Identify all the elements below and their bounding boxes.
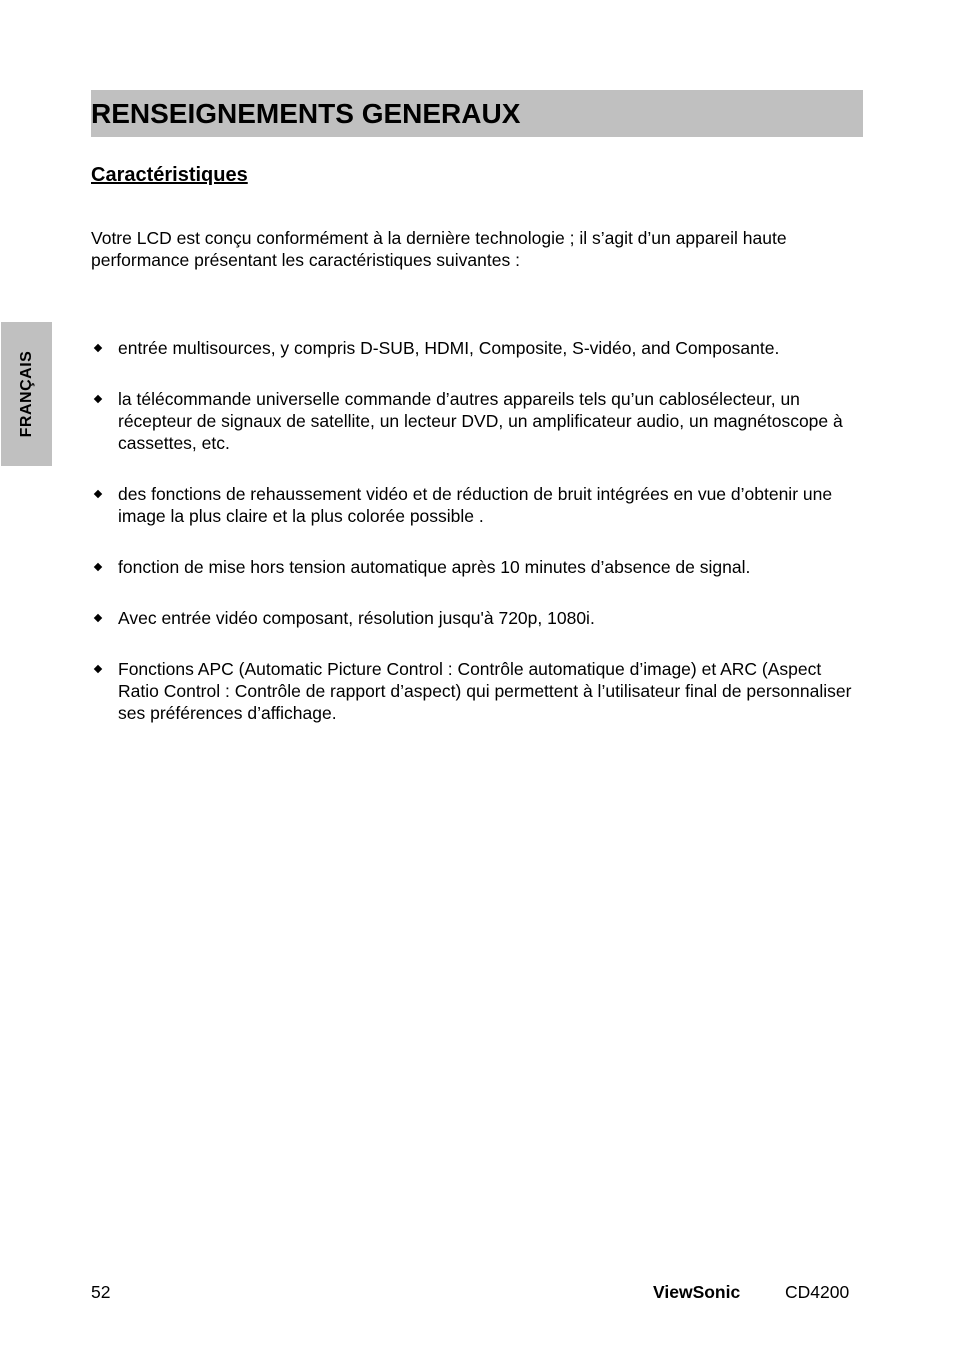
footer-brand: ViewSonic (653, 1282, 741, 1302)
feature-item (91, 556, 866, 578)
diamond-bullet-icon (94, 563, 102, 571)
diamond-bullet-icon (94, 395, 102, 403)
feature-list (91, 337, 866, 753)
title-bar (91, 90, 863, 137)
language-tab-label: FRANÇAIS (17, 350, 35, 438)
feature-item (91, 337, 866, 359)
feature-item (91, 607, 866, 629)
footer-model: CD4200 (785, 1282, 850, 1302)
feature-text: fonction de mise hors tension automatique après 10 minutes d’absence de signal. (118, 557, 751, 577)
section-heading: Caractéristiques (91, 164, 248, 186)
feature-item (91, 658, 866, 724)
page-number: 52 (91, 1282, 111, 1302)
diamond-bullet-icon (94, 344, 102, 352)
feature-text: des fonctions de rehaussement vidéo et de réduction de bruit intégrées en vue d’obtenir une image la plus claire et la plus colorée possible . (118, 484, 833, 526)
feature-item (91, 483, 866, 527)
language-tab (1, 322, 52, 466)
feature-text: Fonctions APC (Automatic Picture Control : Contrôle automatique d’image) et ARC (Aspect Ratio Control : Contrôle de rapport d’aspect) qui permettent à l’utilisateur final de personnaliser ses préférences d’affichage. (118, 659, 852, 723)
diamond-bullet-icon (94, 614, 102, 622)
intro-paragraph: Votre LCD est conçu conformément à la dernière technologie ; il s’agit d’un appareil haute performance présentant les caractéristiques suivantes : (91, 228, 787, 270)
feature-text: la télécommande universelle commande d’autres appareils tels qu’un cablosélecteur, un récepteur de signaux de satellite, un lecteur DVD, un amplificateur audio, un magnétoscope à cassettes, etc. (118, 389, 843, 453)
feature-text: Avec entrée vidéo composant, résolution jusqu'à 720p, 1080i. (118, 608, 595, 628)
page-title: RENSEIGNEMENTS GENERAUX (91, 98, 521, 129)
feature-text: entrée multisources, y compris D-SUB, HDMI, Composite, S-vidéo, and Composante. (118, 338, 780, 358)
feature-item (91, 388, 866, 454)
diamond-bullet-icon (94, 490, 102, 498)
diamond-bullet-icon (94, 665, 102, 673)
